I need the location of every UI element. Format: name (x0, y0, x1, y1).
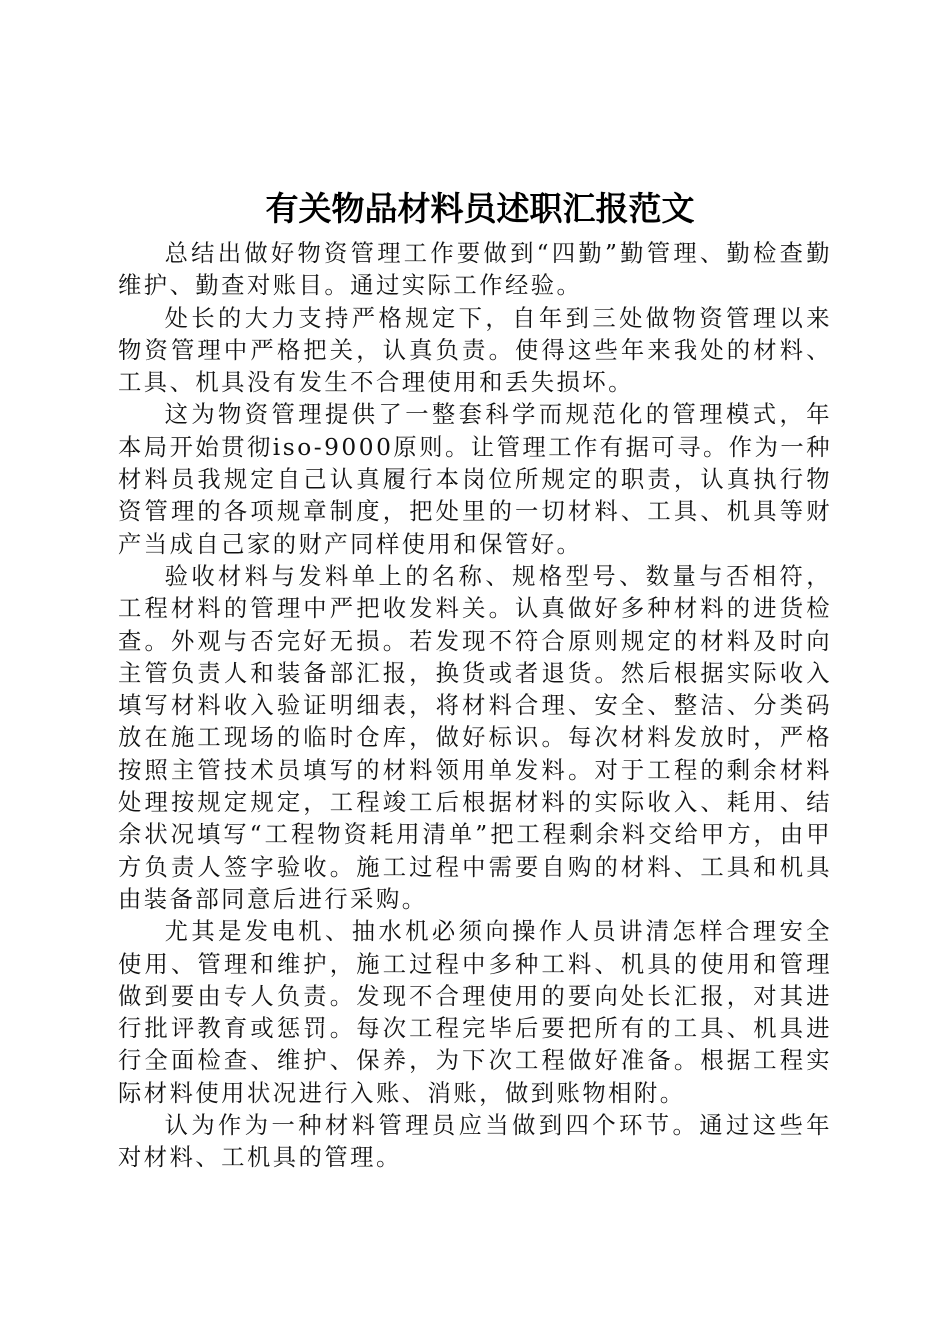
paragraph-6: 认为作为一种材料管理员应当做到四个环节。通过这些年对材料、工机具的管理。 (118, 1112, 832, 1172)
paragraph-3: 这为物资管理提供了一整套科学而规范化的管理模式，年本局开始贯彻iso-9000原则。让管理工作有据可寻。作为一种材料员我规定自己认真履行本岗位所规定的职责，认真执行物资管理的各项规章制度，把处里的一切材料、工具、机具等财产当成自己家的财产同样使用和保管好。 (118, 401, 832, 558)
paragraph-2: 处长的大力支持严格规定下，自年到三处做物资管理以来物资管理中严格把关，认真负责。使得这些年来我处的材料、工具、机具没有发生不合理使用和丢失损坏。 (118, 304, 832, 397)
paragraph-4: 验收材料与发料单上的名称、规格型号、数量与否相符，工程材料的管理中严把收发料关。认真做好多种材料的进货检查。外观与否完好无损。若发现不符合原则规定的材料及时向主管负责人和装备部汇报，换货或者退货。然后根据实际收入填写材料收入验证明细表，将材料合理、安全、整洁、分类码放在施工现场的临时仓库，做好标识。每次材料发放时，严格按照主管技术员填写的材料领用单发料。对于工程的剩余材料处理按规定规定，工程竣工后根据材料的实际收入、耗用、结余状况填写“工程物资耗用清单”把工程剩余料交给甲方，由甲方负责人签字验收。施工过程中需要自购的材料、工具和机具由装备部同意后进行采购。 (118, 562, 832, 913)
paragraph-1: 总结出做好物资管理工作要做到“四勤”勤管理、勤检查勤维护、勤查对账目。通过实际工作经验。 (118, 240, 832, 300)
paragraph-5: 尤其是发电机、抽水机必须向操作人员讲清怎样合理安全使用、管理和维护，施工过程中多种工料、机具的使用和管理做到要由专人负责。发现不合理使用的要向处长汇报，对其进行批评教育或惩罚。每次工程完毕后要把所有的工具、机具进行全面检查、维护、保养，为下次工程做好准备。根据工程实际材料使用状况进行入账、消账，做到账物相附。 (118, 918, 832, 1107)
document-body (118, 238, 832, 1175)
document-title: 有关物品材料员述职汇报范文 (265, 189, 695, 228)
